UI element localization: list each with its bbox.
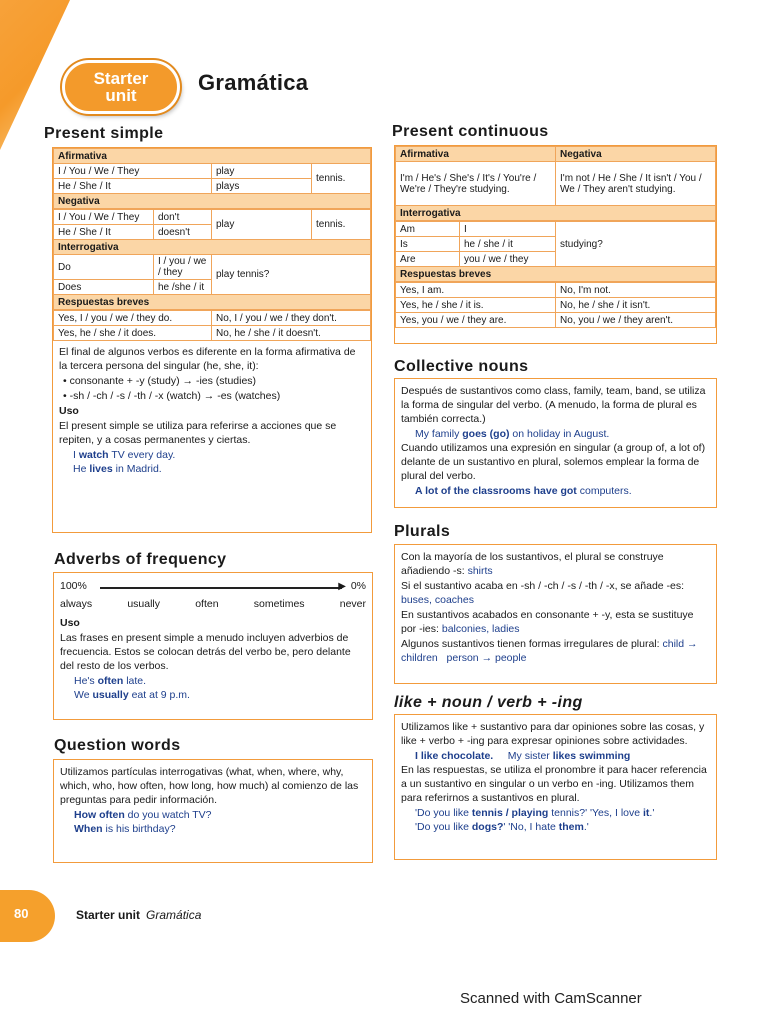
footer-label xyxy=(76,908,201,922)
question-words-box xyxy=(53,759,373,863)
cell: he /she / it xyxy=(154,280,212,295)
adverbs-box xyxy=(53,572,373,720)
uso-heading: Uso xyxy=(59,405,79,417)
badge-line2: unit xyxy=(105,86,137,105)
cell: No, I'm not. xyxy=(556,283,716,298)
bullet-item: • -sh / -ch / -s / -th / -x (watch) → -es (watches) xyxy=(63,390,281,402)
collective-nouns-box xyxy=(394,378,717,508)
present-continuous-int-table xyxy=(395,221,716,282)
present-continuous-resp-table xyxy=(395,282,716,328)
present-simple-title: Present simple xyxy=(44,125,164,142)
interrogativa-header: Interrogativa xyxy=(396,206,716,221)
respuestas-header: Respuestas breves xyxy=(54,295,371,310)
present-simple-box xyxy=(52,147,372,533)
cell: Is xyxy=(396,237,460,252)
present-continuous-box xyxy=(394,145,717,344)
arrow-right-icon: ▶ xyxy=(338,581,346,592)
cell: Yes, I / you / we / they do. xyxy=(54,311,212,326)
scale-line xyxy=(100,587,342,589)
uso-heading: Uso xyxy=(60,617,80,629)
frequency-words xyxy=(60,598,366,610)
footer-section: Gramática xyxy=(146,908,202,922)
adverb-word: sometimes xyxy=(253,598,305,610)
camscanner-watermark: Scanned with CamScanner xyxy=(460,990,642,1007)
cell: I / You / We / They xyxy=(54,164,212,179)
plurals-title: Plurals xyxy=(394,523,451,540)
cell: tennis. xyxy=(312,164,371,194)
question-words-notes xyxy=(60,765,366,836)
negativa-header: Negativa xyxy=(54,194,371,209)
like-text: En las respuestas, se utiliza el pronombre it para hacer referencia a un sustantivo en singular o un verbo en -ing. Utilizamos them para referirnos a sustantivos en plural. xyxy=(401,764,707,804)
negativa-header: Negativa xyxy=(556,147,716,162)
cell: don't xyxy=(154,210,212,225)
adverb-word: often xyxy=(195,598,219,610)
afirmativa-header: Afirmativa xyxy=(396,147,556,162)
like-title: like + noun / verb + -ing xyxy=(394,694,583,711)
cell: No, he / she / it doesn't. xyxy=(212,326,371,341)
afirmativa-header: Afirmativa xyxy=(54,149,371,164)
example-line: He's often late. xyxy=(74,675,147,687)
cell: He / She / It xyxy=(54,179,212,194)
present-continuous-title: Present continuous xyxy=(392,123,549,140)
example-line: 'Do you like tennis / playing tennis?' 'Yes, I love it.' xyxy=(415,807,655,819)
adverbs-title: Adverbs of frequency xyxy=(54,551,227,568)
like-box xyxy=(394,714,717,860)
cell: Yes, he / she / it does. xyxy=(54,326,212,341)
cell: Do xyxy=(54,255,154,280)
plural-rule: Si el sustantivo acaba en -sh / -ch / -s / -th / -x, se añade -es: buses, coaches xyxy=(401,580,685,606)
example-line: We usually eat at 9 p.m. xyxy=(74,689,190,701)
cell: No, he / she / it isn't. xyxy=(556,298,716,313)
bullet-text: -sh / -ch / -s / -th / -x (watch) → -es (watches) xyxy=(69,390,281,402)
present-simple-notes xyxy=(53,341,371,480)
cell: I / you / we / they xyxy=(154,255,212,280)
cell: plays xyxy=(212,179,312,194)
pct-left: 100% xyxy=(60,580,87,592)
cell: I xyxy=(460,222,556,237)
uso-text: El present simple se utiliza para referirse a acciones que se repiten, y a cosas permanentes y ciertas. xyxy=(59,420,337,446)
collective-text: Después de sustantivos como class, family, team, band, se utiliza la forma de singular del verbo. (A menudo, la forma de plural es también correcta.) xyxy=(401,385,706,425)
cell: I / You / We / They xyxy=(54,210,154,225)
cell: studying? xyxy=(556,222,716,267)
example-line: 'Do you like dogs?' 'No, I hate them.' xyxy=(415,821,589,833)
starter-unit-badge xyxy=(62,60,180,114)
example-line: I watch TV every day. xyxy=(73,449,176,461)
present-continuous-table xyxy=(395,146,716,221)
cell: he / she / it xyxy=(460,237,556,252)
cell: tennis. xyxy=(312,210,371,240)
example-line: How often do you watch TV? xyxy=(74,809,212,821)
present-simple-resp-table xyxy=(53,310,371,341)
uso-text: Las frases en present simple a menudo incluyen adverbios de frecuencia. Estos se colocan detrás del verbo be, pero delante del resto de los verbos. xyxy=(60,632,351,672)
plural-rule: Con la mayoría de los sustantivos, el plural se construye añadiendo -s: shirts xyxy=(401,551,664,577)
cell: play xyxy=(212,164,312,179)
present-simple-table xyxy=(53,148,371,209)
cell: Yes, he / she / it is. xyxy=(396,298,556,313)
cell: He / She / It xyxy=(54,225,154,240)
page-number: 80 xyxy=(14,906,29,921)
adverbs-notes xyxy=(60,616,366,702)
plurals-notes xyxy=(401,550,710,665)
page-title: Gramática xyxy=(198,70,309,95)
cell: No, I / you / we / they don't. xyxy=(212,311,371,326)
example-line: When is his birthday? xyxy=(74,823,176,835)
like-text: Utilizamos like + sustantivo para dar opiniones sobre las cosas, y like + verbo + -ing para expresar opiniones sobre actividades. xyxy=(401,721,705,747)
example-line: My family goes (go) on holiday in August. xyxy=(415,428,610,440)
interrogativa-header: Interrogativa xyxy=(54,240,371,255)
frequency-scale xyxy=(60,580,366,596)
cell: Are xyxy=(396,252,460,267)
bullet-item: • consonante + -y (study) → -ies (studies) xyxy=(63,375,257,387)
badge-line1: Starter xyxy=(93,69,149,88)
adverb-word: always xyxy=(60,598,93,610)
cell: No, you / we / they aren't. xyxy=(556,313,716,328)
note-text: El final de algunos verbos es diferente en la forma afirmativa de la tercera persona del singular (he, she, it): xyxy=(59,346,356,372)
question-words-title: Question words xyxy=(54,737,181,754)
cell: Yes, you / we / they are. xyxy=(396,313,556,328)
collective-text: Cuando utilizamos una expresión en singular (a group of, a lot of) delante de un sustantivo en plural, solemos emplear la forma de plural del verbo. xyxy=(401,442,706,482)
cell: doesn't xyxy=(154,225,212,240)
present-simple-neg-table xyxy=(53,209,371,310)
example-line: A lot of the classrooms have got computers. xyxy=(415,485,632,497)
example-line: He lives in Madrid. xyxy=(73,463,162,475)
plurals-box xyxy=(394,544,717,684)
plural-rule: Algunos sustantivos tienen formas irregulares de plural: child → children person → people xyxy=(401,638,698,664)
adverb-word: never xyxy=(339,598,366,610)
cell: play tennis? xyxy=(212,255,371,295)
collective-notes xyxy=(401,384,710,498)
cell: Am xyxy=(396,222,460,237)
cell: play xyxy=(212,210,312,240)
like-notes xyxy=(401,720,710,834)
question-words-text: Utilizamos partículas interrogativas (what, when, where, why, which, who, how often, how long, how much) al comienzo de las preguntas para pedir información. xyxy=(60,766,359,806)
adverb-word: usually xyxy=(127,598,160,610)
collective-nouns-title: Collective nouns xyxy=(394,358,529,375)
respuestas-header: Respuestas breves xyxy=(396,267,716,282)
pct-right: 0% xyxy=(350,580,366,592)
footer-unit: Starter unit xyxy=(76,908,141,922)
example-line: I like chocolate. My sister likes swimming xyxy=(415,750,631,762)
plural-rule: En sustantivos acabados en consonante + -y, esta se sustituye por -ies: balconies, ladies xyxy=(401,609,694,635)
cell: I'm / He's / She's / It's / You're / We're / They're studying. xyxy=(396,162,556,206)
cell: I'm not / He / She / It isn't / You / We / They aren't studying. xyxy=(556,162,716,206)
bullet-text: consonante + -y (study) → -ies (studies) xyxy=(69,375,257,387)
cell: Does xyxy=(54,280,154,295)
cell: Yes, I am. xyxy=(396,283,556,298)
cell: you / we / they xyxy=(460,252,556,267)
